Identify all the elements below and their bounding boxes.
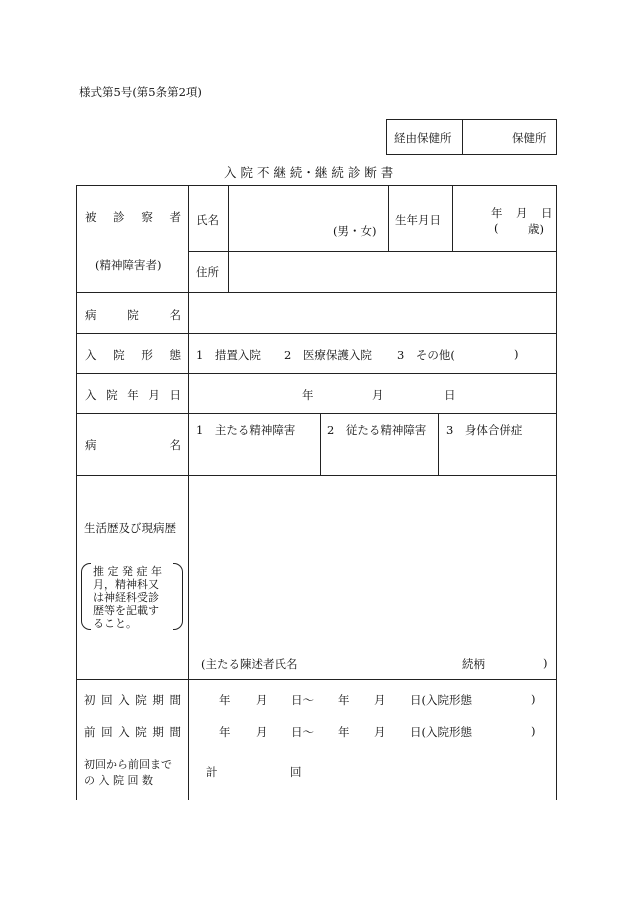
prev-admission-label (84, 724, 181, 740)
admission-type-label (85, 347, 181, 363)
first-admission-label (84, 692, 181, 708)
prev-close: ) (531, 724, 536, 738)
first-start-year: 年 (219, 693, 231, 707)
count-unit: 回 (290, 765, 302, 779)
birth-day: 日 (541, 206, 553, 220)
label-column-divider (188, 185, 189, 800)
office-label: 経由保健所 (394, 131, 452, 145)
admission-type-label-c4: 態 (169, 348, 181, 362)
first-close: ) (531, 692, 536, 706)
birth-label: 生年月日 (395, 213, 441, 227)
history-note-line-5: ること。 (93, 617, 137, 630)
document-title: 入 院 不 継 続・継 続 診 断 書 (224, 165, 394, 180)
birth-label-left (388, 185, 389, 251)
first-admission-label-c6: 間 (169, 693, 181, 707)
history-row-bottom (76, 679, 557, 680)
admission-type-label-c3: 形 (141, 348, 153, 362)
admission-date-row-bottom (76, 413, 557, 414)
admission-type-label-c2: 院 (113, 348, 125, 362)
admission-date-label-c4: 月 (148, 388, 160, 402)
hospital-label-c3: 名 (169, 308, 181, 322)
prev-start-day: 日〜 (291, 725, 314, 739)
patient-label-c4: 者 (169, 210, 181, 224)
first-end-day-type: 日(入院形態 (410, 693, 472, 707)
admission-option-1: 1 措置入院 (196, 348, 261, 362)
disease-row-bottom (76, 475, 557, 476)
admission-type-row-bottom (76, 373, 557, 374)
first-admission-label-c3: 入 (118, 693, 130, 707)
prev-end-year: 年 (338, 725, 350, 739)
table-top-border (76, 185, 557, 186)
office-divider (462, 119, 463, 155)
disease-label-c2: 名 (169, 438, 181, 452)
first-admission-label-c5: 期 (152, 693, 164, 707)
patient-row-bottom (76, 292, 557, 293)
admission-date-label-c2: 院 (106, 388, 118, 402)
birth-label-right (452, 185, 453, 251)
prev-end-month: 月 (374, 725, 386, 739)
count-label-line-1: 初回から前回まで (84, 758, 172, 771)
first-end-month: 月 (374, 693, 386, 707)
patient-label (85, 209, 181, 225)
admission-option-2: 2 医療保護入院 (284, 348, 372, 362)
admission-date-label (85, 387, 181, 403)
table-right-border (556, 185, 557, 800)
disease-divider-1 (320, 413, 321, 475)
count-label-line-2: の 入 院 回 数 (84, 774, 153, 787)
age-open: ( (494, 221, 499, 235)
admission-date-month: 月 (372, 388, 384, 402)
prev-admission-label-c5: 期 (152, 725, 164, 739)
hospital-row-bottom (76, 333, 557, 334)
prev-start-month: 月 (256, 725, 268, 739)
history-note-line-4: 歴等を記載す (93, 604, 159, 617)
first-end-year: 年 (338, 693, 350, 707)
admission-date-label-c5: 日 (169, 388, 181, 402)
first-start-month: 月 (256, 693, 268, 707)
history-note-line-2: 月，精神科又 (93, 578, 159, 591)
prev-admission-label-c6: 間 (169, 725, 181, 739)
admission-option-3: 3 その他( (397, 348, 455, 362)
count-total: 計 (206, 765, 218, 779)
office-value: 保健所 (512, 131, 547, 145)
disease-primary: 1 主たる精神障害 (196, 423, 296, 437)
first-admission-label-c1: 初 (84, 693, 96, 707)
relation-label: 続柄 (462, 657, 485, 671)
admission-date-year: 年 (302, 388, 314, 402)
disease-label-c1: 病 (85, 438, 97, 452)
address-label: 住所 (196, 265, 219, 279)
informant-close: ) (543, 656, 548, 670)
patient-label-c2: 診 (113, 210, 125, 224)
note-bracket-left (81, 563, 91, 630)
table-left-border (76, 185, 77, 800)
prev-admission-label-c4: 院 (135, 725, 147, 739)
prev-admission-label-c1: 前 (84, 725, 96, 739)
hospital-label-c1: 病 (85, 308, 97, 322)
prev-start-year: 年 (219, 725, 231, 739)
note-bracket-right (173, 563, 183, 630)
first-admission-label-c4: 院 (135, 693, 147, 707)
admission-type-label-c1: 入 (85, 348, 97, 362)
hospital-label-c2: 院 (127, 308, 139, 322)
history-note (93, 565, 162, 630)
patient-label-c3: 察 (141, 210, 153, 224)
informant-label: (主たる陳述者氏名 (201, 657, 298, 671)
patient-label-c1: 被 (85, 210, 97, 224)
name-row-bottom (188, 251, 557, 252)
disease-secondary: 2 従たる精神障害 (327, 423, 427, 437)
first-admission-label-c2: 回 (101, 693, 113, 707)
hospital-label (85, 307, 181, 323)
name-label-divider (228, 185, 229, 292)
admission-date-day: 日 (444, 388, 456, 402)
birth-month: 月 (516, 206, 528, 220)
history-note-line-3: は神経科受診 (93, 591, 159, 604)
prev-end-day-type: 日(入院形態 (410, 725, 472, 739)
disease-divider-2 (438, 413, 439, 475)
first-start-day: 日〜 (291, 693, 314, 707)
form-number: 様式第5号(第5条第2項) (79, 85, 202, 99)
prev-admission-label-c2: 回 (101, 725, 113, 739)
admission-option-close: ) (514, 347, 519, 361)
admission-date-label-c1: 入 (85, 388, 97, 402)
sex-field: (男・女) (333, 224, 377, 238)
disease-label (85, 437, 181, 453)
age-unit: 歳) (528, 222, 544, 236)
prev-admission-label-c3: 入 (118, 725, 130, 739)
history-label: 生活歴及び現病歴 (84, 521, 176, 535)
birth-year: 年 (491, 206, 503, 220)
patient-sublabel: (精神障害者) (95, 258, 162, 272)
admission-date-label-c3: 年 (127, 388, 139, 402)
name-label: 氏名 (196, 213, 219, 227)
history-note-line-1: 推 定 発 症 年 (93, 565, 162, 578)
disease-physical: 3 身体合併症 (446, 423, 523, 437)
